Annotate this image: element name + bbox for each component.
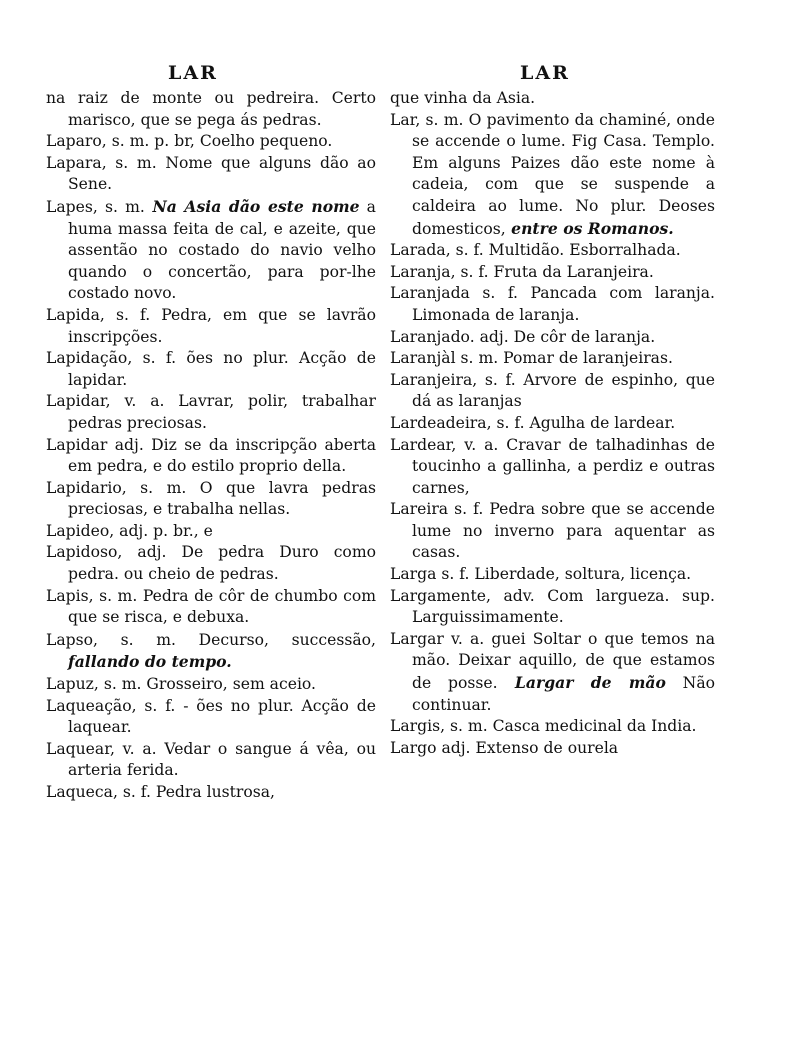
entry-headword: Laranjada bbox=[390, 284, 470, 303]
dictionary-entry bbox=[390, 586, 715, 629]
entry-headword: Laqueação bbox=[46, 696, 132, 715]
entry-text: , s. m. Grosseiro, sem aceio. bbox=[93, 675, 317, 694]
entry-headword: Lapuz bbox=[46, 675, 94, 694]
dictionary-entry bbox=[390, 240, 715, 262]
entry-headword: Lapara bbox=[46, 153, 102, 172]
dictionary-entry bbox=[46, 521, 376, 543]
dictionary-entry bbox=[390, 564, 715, 586]
dictionary-entry bbox=[390, 283, 715, 326]
dictionary-entry bbox=[390, 110, 715, 241]
dictionary-entry bbox=[46, 305, 376, 348]
entry-text: . adj. De côr de laranja. bbox=[469, 327, 656, 346]
dictionary-entry bbox=[390, 262, 715, 284]
entry-text: , s. f. Pedra lustrosa, bbox=[112, 783, 276, 801]
entry-text: , s. m. p. br, Coelho pequeno. bbox=[101, 132, 333, 151]
entry-text: , s. m. bbox=[92, 197, 145, 216]
dictionary-entry bbox=[390, 435, 715, 500]
page-header-left: LAR bbox=[168, 62, 218, 84]
entry-text: , s. m. Nome que alguns dão ao Sene. bbox=[68, 153, 376, 194]
entry-text: , s. f. Pedra, em que se lavrão inscripções. bbox=[68, 305, 376, 346]
entry-headword: Largo bbox=[390, 738, 437, 757]
entry-headword: Laparo bbox=[46, 132, 102, 151]
entry-headword: Largar bbox=[390, 629, 444, 648]
entry-italic: Na Asia dão este nome bbox=[144, 196, 360, 216]
entry-text: que vinha da Asia. bbox=[390, 89, 536, 107]
entry-text: s. f. Pancada com laranja. Limonada de laranja. bbox=[412, 284, 715, 324]
entry-headword: Laquear bbox=[46, 739, 110, 758]
entry-text: , s. f. Arvore de espinho, que dá as laranjas bbox=[412, 370, 715, 411]
dictionary-entry bbox=[46, 196, 376, 305]
entry-text: adj. Extenso de ourela bbox=[436, 738, 619, 757]
entry-text: , s. m. O que lavra pedras preciosas, e trabalha nellas. bbox=[68, 478, 376, 519]
entry-text: adj. Diz se da inscripção aberta em pedra, e do estilo proprio della. bbox=[68, 435, 376, 476]
dictionary-entry bbox=[46, 542, 376, 585]
entry-text: Não continuar. bbox=[412, 674, 715, 714]
entry-headword: Lapidario bbox=[46, 478, 122, 497]
entry-headword: Lapidar bbox=[46, 392, 106, 411]
entry-text: s. f. Liberdade, soltura, licença. bbox=[436, 565, 692, 584]
entry-headword: Laranjeira bbox=[390, 370, 473, 389]
right-column bbox=[390, 88, 715, 759]
dictionary-entry bbox=[46, 629, 376, 674]
entry-text: , s. m. Pedra de côr de chumbo com que se risca, e debuxa. bbox=[68, 586, 376, 627]
entry-text: , s. m. Casca medicinal da India. bbox=[440, 717, 697, 736]
dictionary-entry bbox=[390, 370, 715, 413]
entry-headword: Lapidação bbox=[46, 349, 128, 368]
entry-headword: Laqueca bbox=[46, 783, 113, 801]
entry-italic: Largar de mão bbox=[497, 673, 666, 693]
entry-headword: Larada bbox=[390, 241, 446, 260]
entry-text: , adj. De pedra Duro como pedra. ou cheio de pedras. bbox=[68, 543, 376, 584]
entry-text: a huma massa feita de cal, e azeite, que assentão no costado do navio velho quando o concertão, para por-lhe costado novo. bbox=[68, 197, 376, 303]
entry-headword: Lapideo bbox=[46, 521, 110, 540]
entry-headword: Largamente bbox=[390, 586, 486, 605]
dictionary-entry bbox=[46, 674, 376, 696]
dictionary-entry bbox=[390, 716, 715, 738]
page-header-right: LAR bbox=[520, 62, 570, 84]
entry-headword: Lapis bbox=[46, 586, 89, 605]
dictionary-entry bbox=[46, 739, 376, 782]
dictionary-entry bbox=[46, 696, 376, 739]
entry-headword: Lapes bbox=[46, 197, 93, 216]
entry-text: , s. f. Multidão. Esborralhada. bbox=[445, 241, 681, 260]
entry-italic: fallando do tempo. bbox=[68, 652, 232, 672]
entry-text: , v. a. Vedar o sangue á vêa, ou arteria ferida. bbox=[68, 739, 376, 780]
entry-headword: Laranjàl bbox=[390, 349, 456, 368]
entry-headword: Lardeadeira bbox=[390, 413, 487, 432]
left-column bbox=[46, 88, 376, 804]
entry-headword: Lar bbox=[390, 110, 416, 129]
dictionary-entry bbox=[46, 88, 376, 131]
entry-text: , adv. Com largueza. sup. Larguissimamente. bbox=[412, 586, 715, 627]
dictionary-entry bbox=[390, 738, 715, 760]
entry-text: , s. f. Agulha de lardear. bbox=[486, 413, 676, 432]
dictionary-entry bbox=[390, 327, 715, 349]
entry-text: na raiz de monte ou pedreira. Certo marisco, que se pega ás pedras. bbox=[46, 89, 376, 129]
entry-text: s. f. Pedra sobre que se accende lume no inverno para aquentar as casas. bbox=[412, 500, 715, 562]
dictionary-entry bbox=[46, 131, 376, 153]
dictionary-entry bbox=[390, 499, 715, 564]
dictionary-entry bbox=[46, 478, 376, 521]
entry-text: , adj. p. br., e bbox=[109, 521, 213, 540]
entry-headword: Lareira bbox=[390, 500, 449, 519]
entry-text: , v. a. Lavrar, polir, trabalhar pedras preciosas. bbox=[68, 392, 376, 432]
dictionary-entry bbox=[390, 88, 715, 110]
entry-headword: Lapidar bbox=[46, 435, 108, 454]
dictionary-entry bbox=[390, 629, 715, 716]
entry-headword: Laranja bbox=[390, 262, 451, 281]
entry-text: , s. m. Decurso, successão, bbox=[93, 630, 376, 649]
entry-text: s. m. Pomar de laranjeiras. bbox=[455, 349, 673, 368]
entry-text: , v. a. Cravar de talhadinhas de toucinho a gallinha, a perdiz e outras carnes, bbox=[412, 435, 715, 497]
entry-headword: Larga bbox=[390, 565, 437, 584]
entry-text: , s. m. O pavimento da chaminé, onde se accende o lume. Fig Casa. Templo. Em alguns Paizes dão este nome à cadeia, com que se suspende a caldeira ao lume. No plur. Deoses domesticos, bbox=[412, 110, 715, 238]
dictionary-entry bbox=[46, 586, 376, 629]
entry-headword: Largis bbox=[390, 717, 441, 736]
entry-text: , s. f. Fruta da Laranjeira. bbox=[450, 262, 654, 281]
dictionary-entry bbox=[390, 413, 715, 435]
entry-headword: Lapidoso bbox=[46, 543, 118, 562]
entry-headword: Lardear bbox=[390, 435, 452, 454]
entry-italic: entre os Romanos. bbox=[505, 218, 674, 238]
dictionary-entry bbox=[46, 348, 376, 391]
dictionary-entry bbox=[46, 782, 376, 804]
dictionary-entry bbox=[46, 435, 376, 478]
dictionary-entry bbox=[46, 391, 376, 434]
entry-text: , s. f. - ões no plur. Acção de laquear. bbox=[68, 696, 376, 737]
entry-headword: Lapso bbox=[46, 630, 94, 649]
entry-headword: Lapida bbox=[46, 305, 100, 324]
entry-headword: Laranjado bbox=[390, 327, 470, 346]
dictionary-entry bbox=[46, 153, 376, 196]
dictionary-entry bbox=[390, 348, 715, 370]
entry-text: v. a. guei Soltar o que temos na mão. Deixar aquillo, de que estamos de posse. bbox=[412, 629, 715, 693]
entry-text: , s. f. ões no plur. Acção de lapidar. bbox=[68, 349, 376, 389]
